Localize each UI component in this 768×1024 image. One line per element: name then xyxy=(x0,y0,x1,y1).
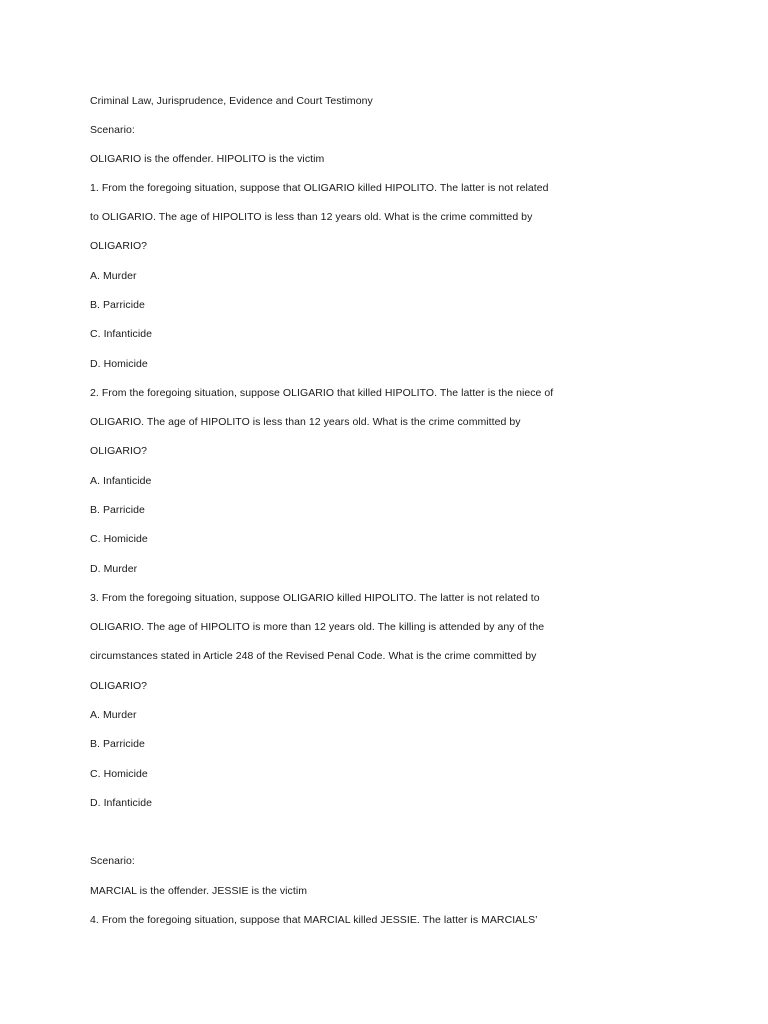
question-3-text: 3. From the foregoing situation, suppose OLIGARIO killed HIPOLITO. The latter is not related to xyxy=(90,592,540,604)
question-3-text: OLIGARIO. The age of HIPOLITO is more than 12 years old. The killing is attended by any of the xyxy=(90,621,545,633)
question-2-text: 2. From the foregoing situation, suppose OLIGARIO that killed HIPOLITO. The latter is the niece of xyxy=(90,387,554,399)
question-2-option-c: C. Homicide xyxy=(90,533,148,545)
scenario-description: OLIGARIO is the offender. HIPOLITO is the victim xyxy=(90,153,325,165)
question-2-option-a: A. Infanticide xyxy=(90,475,152,487)
scenario-heading: Scenario: xyxy=(90,124,135,136)
question-2-text: OLIGARIO? xyxy=(90,445,148,457)
document-title: Criminal Law, Jurisprudence, Evidence and Court Testimony xyxy=(90,95,373,107)
question-1-option-a: A. Murder xyxy=(90,270,137,282)
question-1-option-d: D. Homicide xyxy=(90,358,148,370)
question-4-text: 4. From the foregoing situation, suppose that MARCIAL killed JESSIE. The latter is MARCIALS’ xyxy=(90,914,538,926)
question-1-option-c: C. Infanticide xyxy=(90,328,152,340)
question-1-option-b: B. Parricide xyxy=(90,299,145,311)
scenario-description: MARCIAL is the offender. JESSIE is the victim xyxy=(90,885,308,897)
question-1-text: to OLIGARIO. The age of HIPOLITO is less than 12 years old. What is the crime committed by xyxy=(90,211,533,223)
question-3-option-b: B. Parricide xyxy=(90,738,145,750)
question-2-option-b: B. Parricide xyxy=(90,504,145,516)
question-3-option-c: C. Homicide xyxy=(90,768,148,780)
question-3-option-a: A. Murder xyxy=(90,709,137,721)
question-1-text: 1. From the foregoing situation, suppose that OLIGARIO killed HIPOLITO. The latter is not related xyxy=(90,182,549,194)
question-1-text: OLIGARIO? xyxy=(90,240,148,252)
question-3-text: circumstances stated in Article 248 of the Revised Penal Code. What is the crime committed by xyxy=(90,650,537,662)
scenario-heading: Scenario: xyxy=(90,855,135,867)
question-3-option-d: D. Infanticide xyxy=(90,797,152,809)
question-2-option-d: D. Murder xyxy=(90,563,138,575)
question-2-text: OLIGARIO. The age of HIPOLITO is less than 12 years old. What is the crime committed by xyxy=(90,416,521,428)
question-3-text: OLIGARIO? xyxy=(90,680,148,692)
